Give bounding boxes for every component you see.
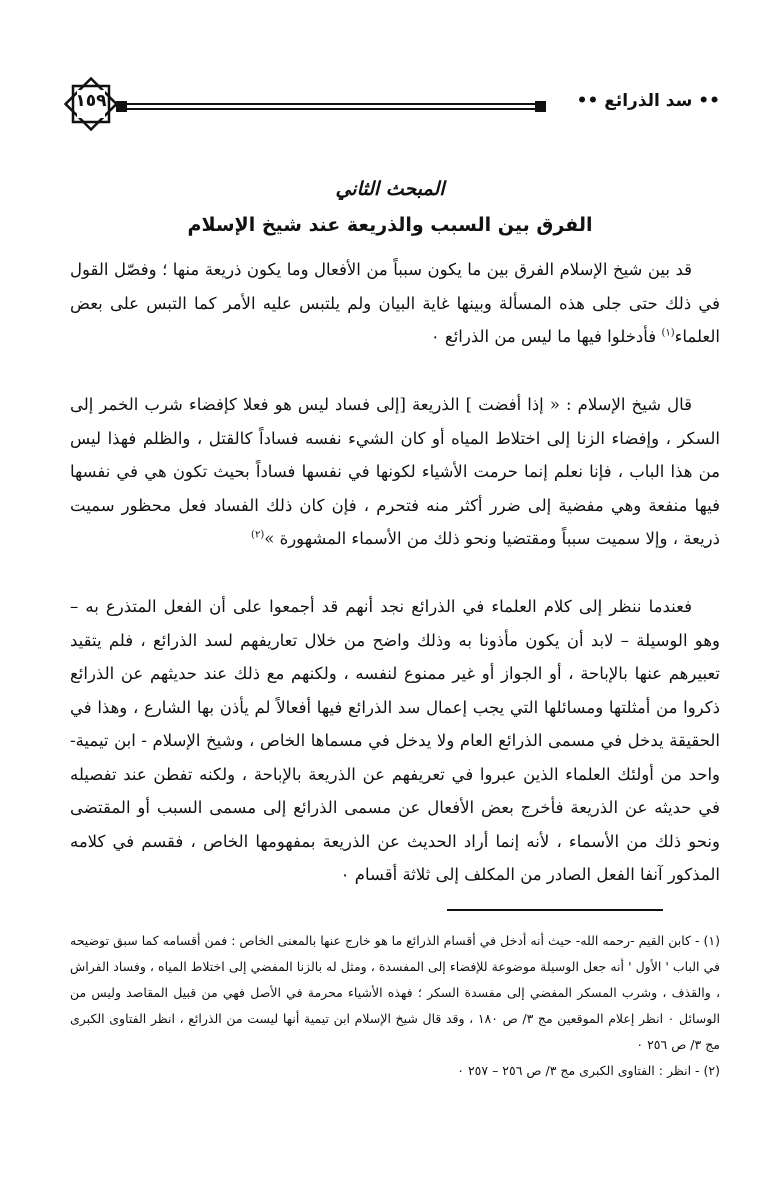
running-title-text: سد الذرائع	[604, 91, 693, 111]
body-paragraph-3	[70, 590, 720, 892]
rule-line-top	[127, 103, 535, 105]
page-number-badge	[62, 75, 120, 133]
paragraph-text: فعندما ننظر إلى كلام العلماء في الذرائع نجد أنهم قد أجمعوا على أن الفعل المتذرع به – وهو الوسيلة – لابد أن يكون مأذونا به وذلك واضح من خلال تعاريفهم لسد الذرائع ، فلم يتقيد تعبيرهم عنها بالإباحة ، أو الجواز أو غير ممنوع لنفسه ، ولكنهم مع ذلك عند حديثهم عن الذرائع ذكروا من أمثلتها ومسائلها التي يجب إعمال سد الذرائع فيها أفعالاً لم يأذن بها الشارع ، وهذا في الحقيقة يدخل في مسمى الذرائع العام ولا يدخل في مسماها الخاص ، وشيخ الإسلام - ابن تيمية- واحد من أولئك العلماء الذين عبروا في تعريفهم عن الذريعة بالإباحة ، ولكنه تفطن عند تفصيله في حديثه عن الذريعة فأخرج بعض الأفعال عن مسمى الذرائع إلى مسمى السبب أو المقتضى ونحو ذلك من الأسماء ، لأنه إنما أراد الحديث عن الذريعة بمفهومها الخاص ، فقسم في كلامه المذكور آنفا الفعل الصادر من المكلف إلى ثلاثة أقسام ٠	[70, 597, 720, 884]
footnote-2	[70, 1058, 720, 1084]
footnote-text: - كابن القيم -رحمه الله- حيث أنه أدخل في أقسام الذرائع ما هو خارج عنها بالمعنى الخاص : فمن أقسامه كما سبق توضيحه في الباب ' الأول ' أنه جعل الوسيلة موضوعة للإفضاء إلى المفسدة ، ومثل له بالزنا المفضي إلى اختلاط المياه ، وفساد الفراش ، والقذف ، وشرب المسكر المفضي إلى مفسدة السكر ؛ فهذه الأشياء محرمة في الأصل فهي من قبيل المقاصد وليس من الوسائل ٠ انظر إعلام الموقعين مج ٣/ ص ١٨٠ ، وقد قال شيخ الإسلام ابن تيمية أنها ليست من الذرائع ، انظر الفتاوى الكبرى مج ٣/ ص ٢٥٦ ٠	[70, 933, 720, 1052]
footnote-marker: (٢)	[703, 1063, 720, 1078]
body-paragraph-1	[70, 253, 720, 354]
section-subtitle: المبحث الثاني	[335, 178, 445, 200]
paragraph-text: قال شيخ الإسلام : « إذا أفضت ] الذريعة [إلى فساد ليس هو فعلا كإفضاء شرب الخمر إلى السكر ، وإفضاء الزنا إلى اختلاط المياه أو كان الشيء نفسه فساداً كالقتل ، والظلم فهذا ليس من هذا الباب ، فإنا نعلم إنما حرمت الأشياء لكونها في نفسها فساداً بحيث تكون هي في نفسها فيها منفعة وهي مفضية إلى ضرر أكثر منه فتحرم ، فإن كان ذلك الفساد فعل محظور سميت ذريعة ، وإلا سميت سبباً ومقتضيا ونحو ذلك من الأسماء المشهورة »	[70, 395, 720, 548]
running-title	[577, 91, 720, 111]
ornament-dots: ••	[576, 91, 599, 111]
page-number: ١٥٩	[75, 91, 107, 111]
body-paragraph-2	[70, 388, 720, 556]
footnote-ref-1[interactable]: (١)	[661, 327, 675, 339]
header-rule	[116, 99, 546, 113]
footnote-ref-2[interactable]: (٢)	[251, 529, 265, 541]
footnote-separator	[447, 909, 663, 911]
paragraph-text: فأدخلوا فيها ما ليس من الذرائع ٠	[430, 327, 662, 346]
rule-end-square	[116, 101, 127, 112]
footnote-1	[70, 928, 720, 1058]
page-header	[60, 75, 720, 135]
paragraph-text: قد بين شيخ الإسلام الفرق بين ما يكون سبباً من الأفعال وما يكون ذريعة منها ؛ وفصّل القول في ذلك حتى جلى هذه المسألة وبينها غاية البيان ولم يلتبس عليه الأمر كما التبس على بعض العلماء	[70, 260, 720, 346]
rule-line-bottom	[127, 108, 535, 110]
ornament-dots: ••	[698, 91, 720, 111]
rule-end-square	[535, 101, 546, 112]
section-title: الفرق بين السبب والذريعة عند شيخ الإسلام	[187, 214, 593, 236]
footnote-text: - انظر : الفتاوى الكبرى مج ٣/ ص ٢٥٦ – ٢٥٧ ٠	[457, 1063, 704, 1078]
footnote-marker: (١)	[703, 933, 720, 948]
footnotes	[70, 928, 720, 1084]
